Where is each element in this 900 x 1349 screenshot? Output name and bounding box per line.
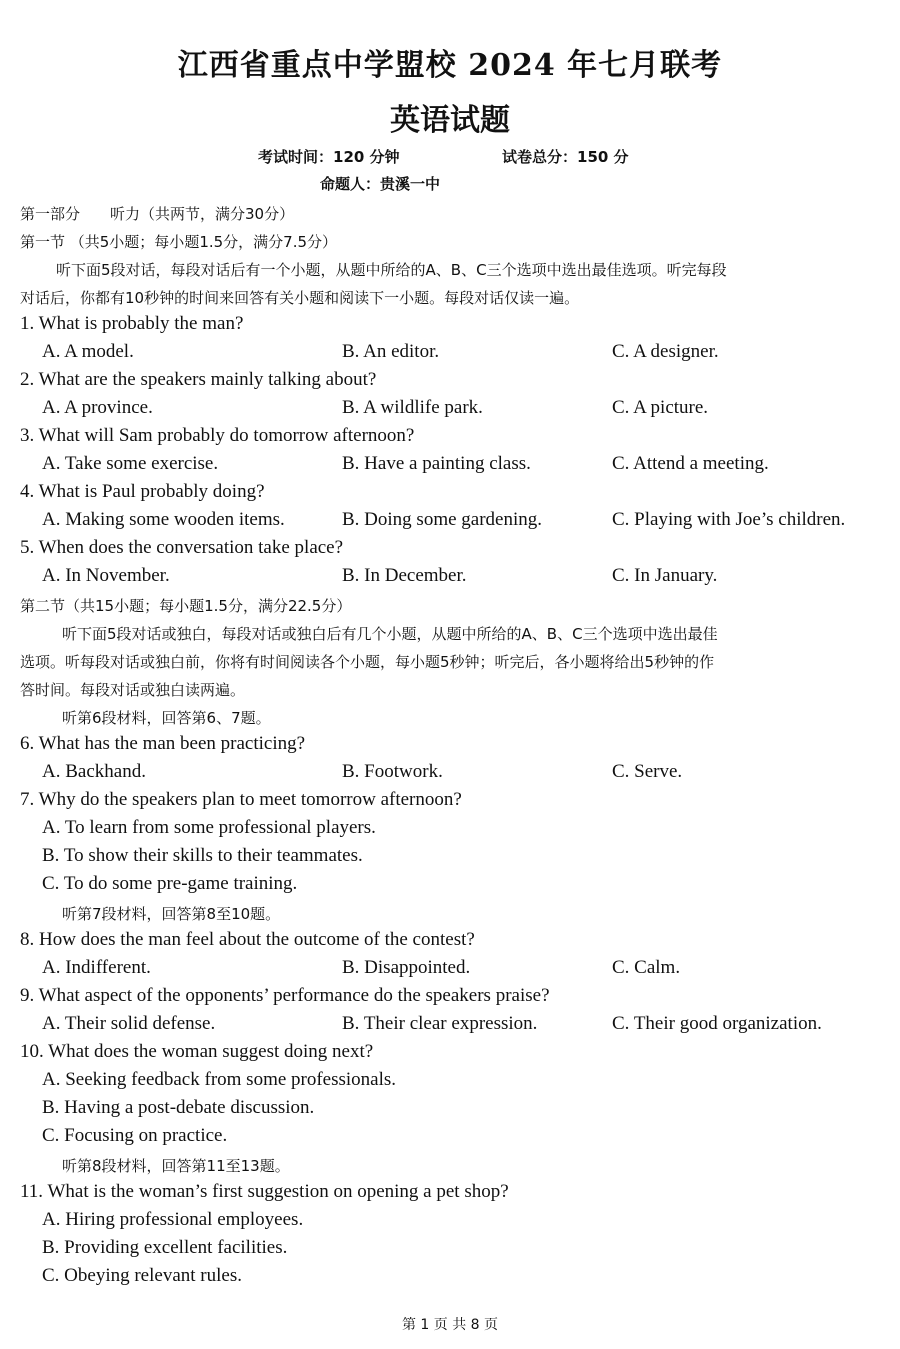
q8-option-a: A. Indifferent. — [42, 957, 151, 978]
q5-option-c: C. In January. — [612, 565, 718, 586]
q2-option-a: A. A province. — [42, 397, 153, 418]
q9-option-c: C. Their good organization. — [612, 1013, 822, 1034]
q3-option-b: B. Have a painting class. — [342, 453, 531, 474]
q6-option-c: C. Serve. — [612, 761, 683, 782]
section2-instructions-3: 答时间。每段对话或独白读两遍。 — [20, 681, 246, 699]
q4-option-b: B. Doing some gardening. — [342, 509, 543, 530]
q2-option-c: C. A picture. — [612, 397, 709, 418]
author: 命题人：贵溪一中 — [320, 175, 441, 193]
q1-option-b: B. An editor. — [342, 341, 440, 362]
page-number: 第 1 页 共 8 页 — [401, 1317, 499, 1333]
listening-note-7: 听第7段材料，回答第8至10题。 — [62, 905, 281, 923]
question-3: 3. What will Sam probably do tomorrow afternoon? — [20, 425, 415, 446]
q2-option-b: B. A wildlife park. — [342, 397, 483, 418]
q1-option-c: C. A designer. — [612, 341, 719, 362]
question-1: 1. What is probably the man? — [20, 313, 244, 334]
q3-option-c: C. Attend a meeting. — [612, 453, 769, 474]
q10-option-a: A. Seeking feedback from some professionals. — [42, 1069, 397, 1090]
q8-option-c: C. Calm. — [612, 957, 681, 978]
listening-note-6: 听第6段材料，回答第6、7题。 — [62, 709, 271, 727]
exam-time: 考试时间：120 分钟 — [258, 148, 400, 166]
total-score: 试卷总分：150 分 — [502, 148, 629, 166]
section2-instructions-2: 选项。听每段对话或独白前，你将有时间阅读各个小题，每小题5秒钟；听完后，各小题将给出5秒钟的作 — [20, 653, 715, 671]
q7-option-b: B. To show their skills to their teammates. — [42, 845, 363, 866]
q8-option-b: B. Disappointed. — [342, 957, 471, 978]
listening-note-8: 听第8段材料，回答第11至13题。 — [62, 1157, 290, 1175]
question-5: 5. When does the conversation take place? — [20, 537, 344, 558]
q4-option-c: C. Playing with Joe’s children. — [612, 509, 846, 530]
part1-heading: 第一部分 听力（共两节，满分30分） — [20, 205, 295, 223]
q5-option-a: A. In November. — [42, 565, 170, 586]
q3-option-a: A. Take some exercise. — [42, 453, 219, 474]
q5-option-b: B. In December. — [342, 565, 467, 586]
question-8: 8. How does the man feel about the outcome of the contest? — [20, 929, 475, 950]
q9-option-b: B. Their clear expression. — [342, 1013, 538, 1034]
question-6: 6. What has the man been practicing? — [20, 733, 306, 754]
q7-option-c: C. To do some pre-game training. — [42, 873, 298, 894]
question-2: 2. What are the speakers mainly talking about? — [20, 369, 377, 390]
q4-option-a: A. Making some wooden items. — [42, 509, 285, 530]
exam-subtitle: 英语试题 — [390, 103, 510, 138]
section2-instructions-1: 听下面5段对话或独白，每段对话或独白后有几个小题，从题中所给的A、B、C三个选项中选出最佳 — [62, 625, 718, 643]
question-11: 11. What is the woman’s first suggestion on opening a pet shop? — [20, 1181, 509, 1202]
q10-option-b: B. Having a post-debate discussion. — [42, 1097, 315, 1118]
section1-instructions-2: 对话后，你都有10秒钟的时间来回答有关小题和阅读下一小题。每段对话仅读一遍。 — [20, 289, 580, 307]
question-4: 4. What is Paul probably doing? — [20, 481, 265, 502]
q10-option-c: C. Focusing on practice. — [42, 1125, 228, 1146]
question-10: 10. What does the woman suggest doing next? — [20, 1041, 374, 1062]
q6-option-a: A. Backhand. — [42, 761, 146, 782]
q7-option-a: A. To learn from some professional players. — [42, 817, 376, 838]
exam-title: 江西省重点中学盟校 2024 年七月联考 — [177, 48, 723, 83]
section2-heading: 第二节（共15小题；每小题1.5分，满分22.5分） — [20, 597, 352, 615]
q6-option-b: B. Footwork. — [342, 761, 443, 782]
q11-option-b: B. Providing excellent facilities. — [42, 1237, 288, 1258]
q9-option-a: A. Their solid defense. — [42, 1013, 216, 1034]
q1-option-a: A. A model. — [42, 341, 134, 362]
question-7: 7. Why do the speakers plan to meet tomorrow afternoon? — [20, 789, 462, 810]
q11-option-a: A. Hiring professional employees. — [42, 1209, 304, 1230]
section1-instructions-1: 听下面5段对话，每段对话后有一个小题，从题中所给的A、B、C三个选项中选出最佳选项。听完每段 — [56, 261, 727, 279]
section1-heading: 第一节 （共5小题；每小题1.5分，满分7.5分） — [20, 233, 338, 251]
q11-option-c: C. Obeying relevant rules. — [42, 1265, 242, 1286]
question-9: 9. What aspect of the opponents’ performance do the speakers praise? — [20, 985, 550, 1006]
